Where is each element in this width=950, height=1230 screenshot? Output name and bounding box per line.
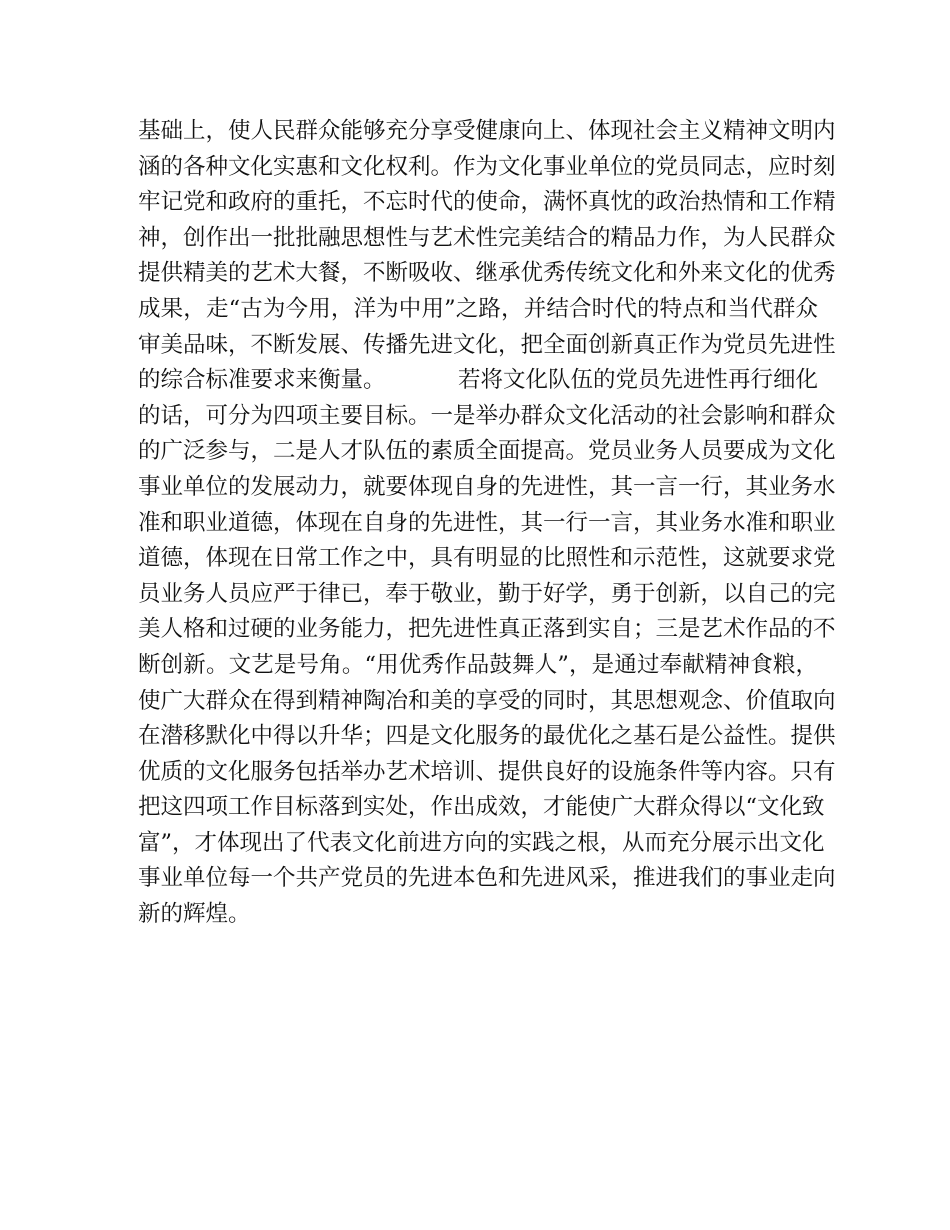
text-line: 的话，可分为四项主要目标。一是举办群众文化活动的社会影响和群众 — [138, 402, 836, 429]
body-text — [138, 114, 836, 933]
text-line: 美人格和过硬的业务能力，把先进性真正落到实自；三是艺术作品的不 — [138, 616, 836, 643]
text-line: 事业单位的发展动力，就要体现自身的先进性，其一言一行，其业务水 — [138, 473, 836, 500]
text-line: 员业务人员应严于律已，奉于敬业，勤于好学，勇于创新，以自己的完 — [138, 580, 836, 607]
paragraph-end-text: 的综合标准要求来衡量。 — [138, 367, 386, 394]
text-line: 富”，才体现出了代表文化前进方向的实践之根，从而充分展示出文化 — [138, 829, 825, 856]
text-line: 涵的各种文化实惠和文化权利。作为文化事业单位的党员同志，应时刻 — [138, 153, 836, 180]
text-line: 牢记党和政府的重托，不忘时代的使命，满怀真忱的政治热情和工作精 — [138, 189, 836, 216]
text-line: 优质的文化服务包括举办艺术培训、提供良好的设施条件等内容。只有 — [138, 758, 836, 785]
text-line: 使广大群众在得到精神陶冶和美的享受的同时，其思想观念、价值取向 — [138, 687, 836, 714]
text-line: 把这四项工作目标落到实处，作出成效，才能使广大群众得以“文化致 — [138, 794, 825, 821]
text-line: 准和职业道德，体现在自身的先进性，其一行一言，其业务水准和职业 — [138, 509, 836, 536]
text-line: 新的辉煌。 — [138, 901, 251, 928]
text-line: 事业单位每一个共产党员的先进本色和先进风采，推进我们的事业走向 — [138, 865, 836, 892]
text-line: 基础上，使人民群众能够充分享受健康向上、体现社会主义精神文明内 — [138, 118, 836, 144]
text-line: 道德，体现在日常工作之中，具有明显的比照性和示范性，这就要求党 — [138, 545, 836, 572]
text-line: 在潜移默化中得以升华；四是文化服务的最优化之基石是公益性。提供 — [138, 723, 836, 750]
text-line: 的广泛参与，二是人才队伍的素质全面提高。党员业务人员要成为文化 — [138, 438, 836, 465]
text-line: 成果，走“古为今用，洋为中用”之路，并结合时代的特点和当代群众 — [138, 295, 818, 322]
text-line: 断创新。文艺是号角。“用优秀作品鼓舞人”，是通过奉献精神食粮， — [138, 651, 818, 678]
text-line: 提供精美的艺术大餐，不断吸收、继承优秀传统文化和外来文化的优秀 — [138, 260, 836, 287]
paragraph-start-text: 若将文化队伍的党员先进性再行细化 — [457, 367, 818, 394]
text-line — [138, 363, 818, 399]
text-line: 审美品味，不断发展、传播先进文化，把全面创新真正作为党员先进性 — [138, 331, 836, 358]
text-line: 神，创作出一批批融思想性与艺术性完美结合的精品力作，为人民群众 — [138, 224, 836, 251]
